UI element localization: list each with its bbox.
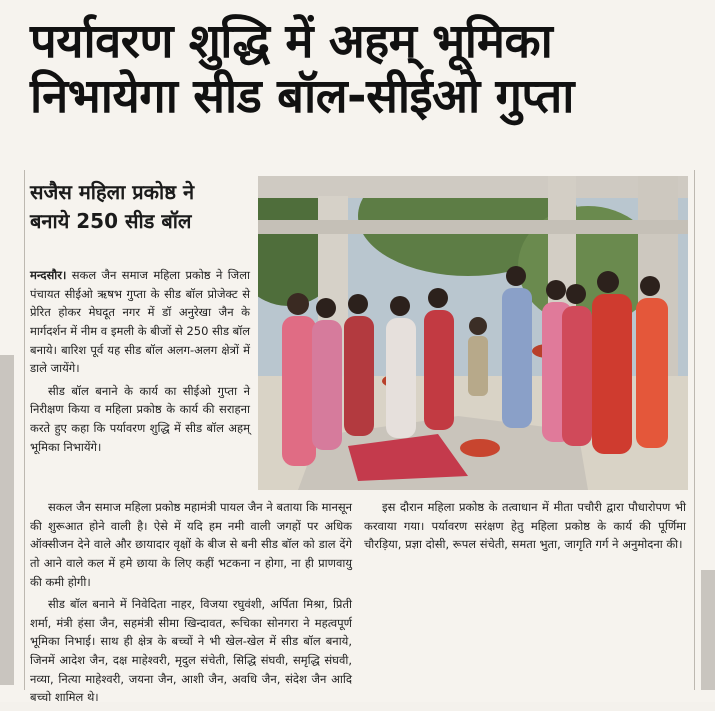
sub-headline-line-2: बनाये 250 सीड बॉल — [30, 209, 192, 233]
headline-line-2: निभायेगा सीड बॉल-सीईओ गुप्ता — [30, 69, 574, 125]
adjacent-photo-right — [701, 570, 715, 690]
article-column-bottom-right — [364, 498, 686, 558]
adjacent-article-right — [695, 0, 715, 702]
sub-headline — [30, 178, 250, 236]
sub-headline-line-1: सजैस महिला प्रकोष्ठ ने — [30, 180, 195, 204]
article-paragraph-2: सीड बॉल बनाने के कार्य का सीईओ गुप्ता ने निरीक्षण किया व महिला प्रकोष्ठ के कार्य की सराहना करते हुए कहा कि पर्यावरण शुद्धि में सीड बॉल अहम् भूमिका निभायेंगे। — [30, 383, 250, 454]
column-rule-left — [24, 170, 25, 690]
column-rule-right — [694, 170, 695, 690]
article-paragraph-5: इस दौरान महिला प्रकोष्ठ के तत्वाधान में मीता पचौरी द्वारा पौधारोपण भी करवाया गया। पर्यावरण सरंक्षण हेतु महिला प्रकोष्ठ के कार्य की पूर्णिमा चौरड़िया, प्रज्ञा दोसी, रूपल संचेती, समता भुता, जागृति गर्ग ने अनुमोदना की। — [364, 500, 686, 552]
paragraph-1-text: सकल जैन समाज महिला प्रकोष्ठ ने जिला पंचायत सीईओ ऋषभ गुप्ता के सीड बॉल प्रोजेक्ट से प्रेरित होकर मेघदूत नगर में डॉ अनुरेखा जैन के मार्गदर्शन में नीम व इमली के बीजों से 250 सीड बॉल बनाये। बारिश पूर्व यह सीड बॉल अलग-अलग क्षेत्रों में डाले जायेंगे। — [30, 268, 250, 376]
article-column-bottom-left — [30, 498, 352, 711]
article-paragraph-3: सकल जैन समाज महिला प्रकोष्ठ महामंत्री पायल जैन ने बताया कि मानसून की शुरूआत होने वाली है। ऐसे में यदि हम नमी वाली जगहों पर अधिक ऑक्सीजन देने वाले और छायादार वृक्षों के बीज से बनी सीड बॉल को डाल देंगे तो आने वाले कल में हमे छाया के लिए कहीं भटकना न होगा, ना ही प्राणवायु की कमी होगी। — [30, 500, 352, 589]
headline-line-1: पर्यावरण शुद्धि में अहम् भूमिका — [30, 14, 553, 69]
adjacent-photo-left — [0, 355, 14, 685]
article-paragraph-1 — [30, 266, 250, 378]
adjacent-article-left — [0, 0, 22, 702]
article-paragraph-4: सीड बॉल बनाने में निवेदिता नाहर, विजया रघुवंशी, अर्पिता मिश्रा, प्रिती शर्मा, मंत्री हंसा जैन, सहमंत्री सीमा खिन्दावत, रूचिका सोनगरा ने महत्वपूर्ण भूमिका निभाई। साथ ही क्षेत्र के बच्चों ने भी खेल-खेल में सीड बॉल बनाये, जिनमें आदेश जैन, दक्ष माहेश्वरी, मृदुल संचेती, सिद्धि संघवी, समृद्धि संघवी, नव्या, नित्या माहेश्वरी, जयना जैन, आशी जैन, अवधि जैन, संदेश जैन आदि बच्चो शामिल थे। — [30, 597, 352, 705]
news-photo — [258, 176, 688, 490]
photo-illustration — [258, 176, 688, 490]
dateline: मन्दसौर। — [30, 268, 67, 282]
headline — [30, 14, 690, 125]
article-column-left — [30, 266, 250, 460]
